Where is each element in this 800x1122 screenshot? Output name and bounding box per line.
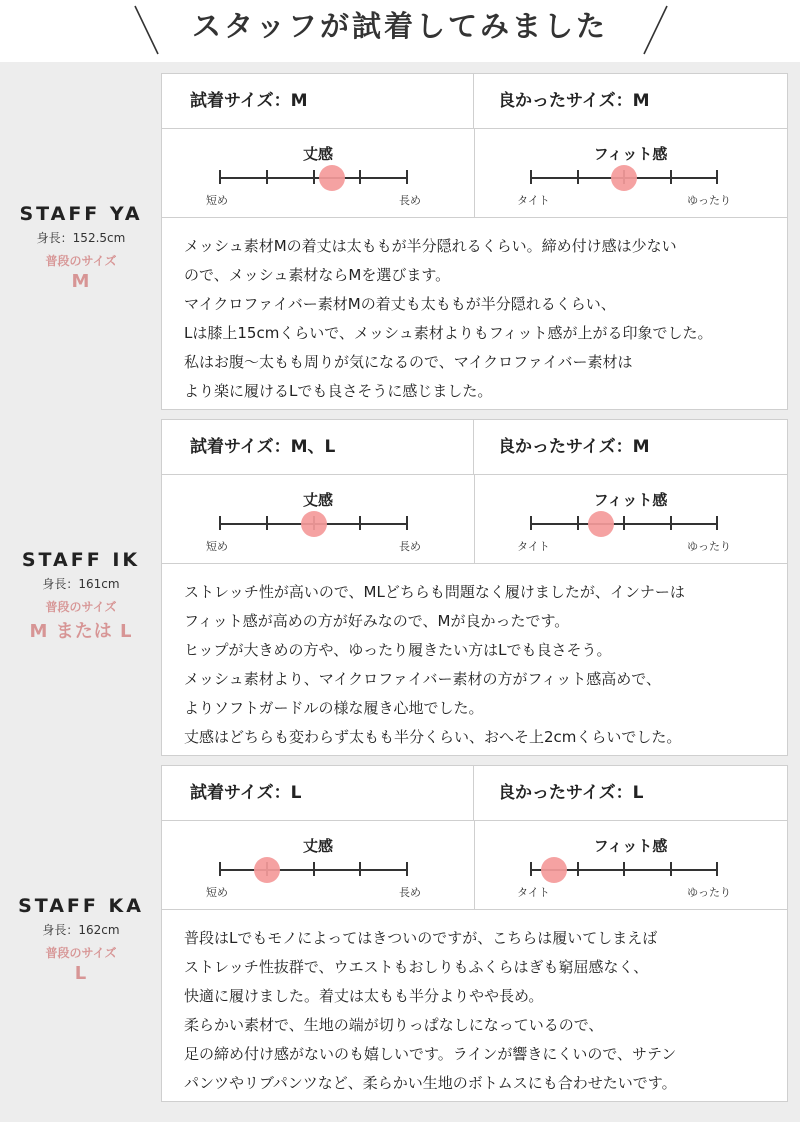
length-scale-title: 丈感 [302, 837, 333, 855]
comment-line: ヒップが大きめの方や、ゆったり履きたい方はLでも良さそう。 [184, 641, 612, 659]
scale-marker [588, 511, 614, 537]
page-title: スタッフが試着してみました [191, 9, 608, 43]
staff-height: 身長：152.5cm [36, 231, 126, 245]
fit-scale-max-label: ゆったり [687, 194, 731, 207]
scale-marker [611, 165, 637, 191]
scale-tick [359, 170, 361, 184]
comment-line: ので、メッシュ素材ならMを選びます。 [184, 266, 451, 284]
tried-size: 試着サイズ：M、L [162, 420, 474, 474]
good-size: 良かったサイズ：L [498, 783, 644, 803]
staff-name: STAFF KA [18, 895, 144, 917]
staff-review-ik [0, 419, 800, 756]
comment-line: マイクロファイバー素材Mの着丈も太ももが半分隠れるくらい、 [184, 295, 616, 313]
tried-size: 試着サイズ：L [162, 766, 474, 820]
scale-tick [716, 862, 718, 876]
staff-profile [0, 549, 162, 643]
comment-line: 柔らかい素材で、生地の端が切りっぱなしになっているので、 [184, 1016, 604, 1034]
comment-line: メッシュ素材Mの着丈は太ももが半分隠れるくらい。締め付け感は少ない [184, 237, 677, 255]
scale-tick [359, 862, 361, 876]
scale-tick [670, 862, 672, 876]
fit-scale [474, 821, 787, 909]
staff-name: STAFF YA [19, 203, 143, 225]
scale-tick [359, 516, 361, 530]
scale-row [162, 129, 787, 218]
length-scale-min-label: 短め [206, 886, 228, 899]
staff-review-ka [0, 765, 800, 1102]
fit-scale-max-label: ゆったり [687, 886, 731, 899]
review-card [161, 765, 788, 1102]
length-scale-max-label: 長め [399, 194, 421, 207]
page-header [0, 0, 800, 62]
scale-tick [577, 862, 579, 876]
scale-tick [623, 516, 625, 530]
size-row [162, 74, 787, 129]
comment-line: 私はお腹〜太もも周りが気になるので、マイクロファイバー素材は [184, 353, 633, 371]
comment-line: 普段はLでもモノによってはきついのですが、こちらは履いてしまえば [184, 929, 658, 947]
scale-row [162, 821, 787, 910]
fit-scale-min-label: タイト [517, 540, 550, 553]
scale-tick [530, 862, 532, 876]
comment-line: 快適に履けました。着丈は太もも半分よりやや長め。 [184, 987, 544, 1005]
length-scale [162, 475, 475, 563]
scale-tick [530, 170, 532, 184]
scale-tick [313, 170, 315, 184]
scale-tick [670, 170, 672, 184]
staff-profile [0, 203, 162, 292]
scale-tick [530, 516, 532, 530]
usual-size-value: M または L [29, 621, 133, 642]
comment-line: より楽に履けるLでも良さそうに感じました。 [184, 382, 493, 400]
good-size: 良かったサイズ：M [498, 91, 650, 111]
scale-tick [577, 516, 579, 530]
fit-scale-min-label: タイト [517, 886, 550, 899]
scale-tick [406, 170, 408, 184]
size-row [162, 420, 787, 475]
staff-name: STAFF IK [21, 549, 141, 571]
fit-scale [474, 129, 787, 217]
fit-scale-title: フィット感 [593, 837, 668, 855]
usual-size-label: 普段のサイズ [45, 600, 117, 614]
review-comment [184, 578, 779, 752]
comment-line: フィット感が高めの方が好みなので、Mが良かったです。 [184, 612, 570, 630]
scale-tick [406, 516, 408, 530]
length-scale-title: 丈感 [302, 145, 333, 163]
scale-tick [313, 862, 315, 876]
scale-tick [219, 516, 221, 530]
length-scale-title: 丈感 [302, 491, 333, 509]
scale-row [162, 475, 787, 564]
comment-line: よりソフトガードルの様な履き心地でした。 [184, 699, 484, 717]
scale-marker [541, 857, 567, 883]
scale-marker [319, 165, 345, 191]
review-card [161, 419, 788, 756]
fit-scale [474, 475, 787, 563]
scale-marker [254, 857, 280, 883]
comment-line: 丈感はどちらも変わらず太もも半分くらい、おへそ上2cmくらいでした。 [184, 728, 682, 746]
scale-tick [670, 516, 672, 530]
usual-size-value: L [74, 963, 88, 984]
scale-tick [266, 170, 268, 184]
fit-scale-title: フィット感 [593, 145, 668, 163]
comment-line: パンツやリブパンツなど、柔らかい生地のボトムスにも合わせたいです。 [184, 1074, 677, 1092]
scale-marker [301, 511, 327, 537]
scale-tick [623, 862, 625, 876]
scale-tick [716, 170, 718, 184]
length-scale [162, 129, 475, 217]
scale-tick [577, 170, 579, 184]
length-scale-min-label: 短め [206, 540, 228, 553]
scale-tick [266, 516, 268, 530]
comment-line: メッシュ素材より、マイクロファイバー素材の方がフィット感高めで、 [184, 670, 662, 688]
staff-height: 身長：162cm [42, 923, 120, 937]
length-scale-min-label: 短め [206, 194, 228, 207]
length-scale-max-label: 長め [399, 886, 421, 899]
fit-scale-title: フィット感 [593, 491, 668, 509]
length-scale-max-label: 長め [399, 540, 421, 553]
fit-scale-max-label: ゆったり [687, 540, 731, 553]
comment-line: 足の締め付け感がないのも嬉しいです。ラインが響きにくいので、サテン [184, 1045, 677, 1063]
scale-tick [716, 516, 718, 530]
review-card [161, 73, 788, 410]
staff-profile [0, 895, 162, 984]
staff-review-ya [0, 73, 800, 410]
length-scale [162, 821, 475, 909]
comment-line: ストレッチ性抜群で、ウエストもおしりもふくらはぎも窮屈感なく、 [184, 958, 649, 976]
scale-tick [219, 862, 221, 876]
good-size: 良かったサイズ：M [498, 437, 650, 457]
comment-line: Lは膝上15cmくらいで、メッシュ素材よりもフィット感が上がる印象でした。 [184, 324, 713, 342]
review-comment [184, 924, 779, 1098]
size-row [162, 766, 787, 821]
review-comment [184, 232, 779, 406]
usual-size-label: 普段のサイズ [45, 254, 117, 268]
scale-tick [406, 862, 408, 876]
comment-line: ストレッチ性が高いので、MLどちらも問題なく履けましたが、インナーは [184, 583, 685, 601]
fit-scale-min-label: タイト [517, 194, 550, 207]
tried-size: 試着サイズ：M [162, 74, 474, 128]
usual-size-label: 普段のサイズ [45, 946, 117, 960]
scale-tick [219, 170, 221, 184]
usual-size-value: M [71, 271, 91, 292]
staff-height: 身長：161cm [42, 577, 120, 591]
